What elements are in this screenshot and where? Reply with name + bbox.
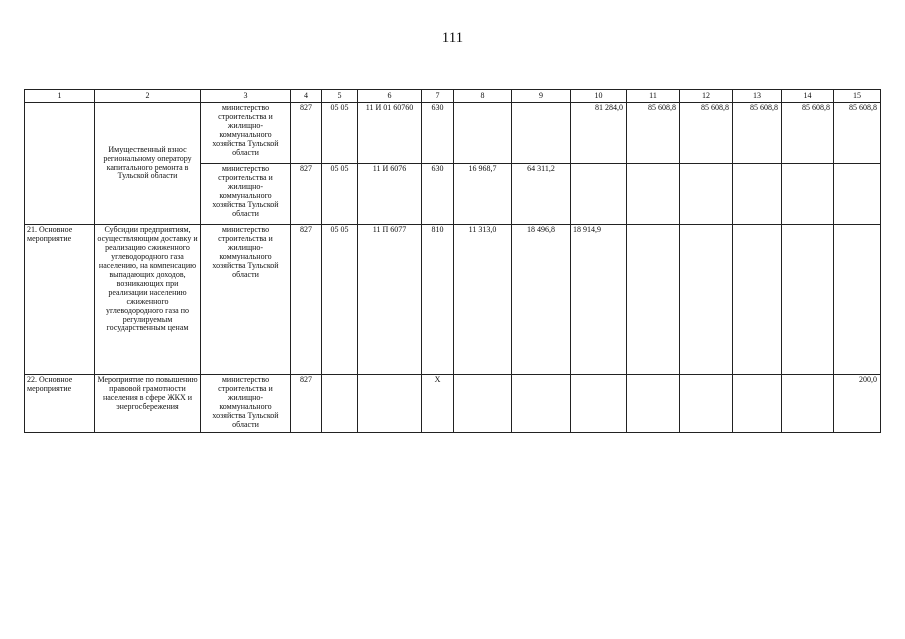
column-header: 12 [680, 90, 733, 103]
amount-col11 [627, 164, 680, 225]
section-code: 05 05 [322, 103, 358, 164]
amount-col15 [834, 225, 881, 375]
amount-col14 [782, 164, 834, 225]
responsible-executor: министерство строительства и жилищно-коммунального хозяйства Тульской области [201, 225, 291, 375]
grbs-code: 827 [291, 375, 322, 433]
event-cell [25, 103, 95, 225]
event-description: Субсидии предприятиям, осуществляющим доставку и реализацию сжиженного углеводородного газа населению, на компенсацию выпадающих доходов, возникающих при реализации населению сжиженного углеводородного газа по регулируемым государственным ценам [95, 225, 201, 375]
amount-col12 [680, 164, 733, 225]
column-header: 14 [782, 90, 834, 103]
table-row [25, 103, 881, 164]
column-header: 3 [201, 90, 291, 103]
amount-col9: 64 311,2 [512, 164, 571, 225]
column-header: 9 [512, 90, 571, 103]
column-header: 1 [25, 90, 95, 103]
section-code: 05 05 [322, 225, 358, 375]
amount-col14: 85 608,8 [782, 103, 834, 164]
grbs-code: 827 [291, 103, 322, 164]
amount-col8: 16 968,7 [454, 164, 512, 225]
amount-col8 [454, 103, 512, 164]
amount-col8 [454, 375, 512, 433]
amount-col13 [733, 225, 782, 375]
amount-col13 [733, 164, 782, 225]
amount-col9 [512, 375, 571, 433]
page-number: 111 [441, 30, 464, 46]
table-row [25, 375, 881, 433]
expense-type-code: 630 [422, 164, 454, 225]
column-header: 13 [733, 90, 782, 103]
column-header: 15 [834, 90, 881, 103]
event-description: Мероприятие по повышению правовой грамотности населения в сфере ЖКХ и энергосбережения [95, 375, 201, 433]
expense-type-code: 810 [422, 225, 454, 375]
column-number-row [25, 90, 881, 103]
amount-col11: 85 608,8 [627, 103, 680, 164]
section-code [322, 375, 358, 433]
expense-type-code: 630 [422, 103, 454, 164]
amount-col15 [834, 164, 881, 225]
amount-col11 [627, 225, 680, 375]
amount-col10: 18 914,9 [571, 225, 627, 375]
column-header: 2 [95, 90, 201, 103]
target-article-code: 11 И 01 60760 [358, 103, 422, 164]
column-header: 6 [358, 90, 422, 103]
amount-col15: 200,0 [834, 375, 881, 433]
responsible-executor: министерство строительства и жилищно-коммунального хозяйства Тульской области [201, 164, 291, 225]
event-number: 21. Основное мероприятие [25, 225, 95, 375]
column-header: 5 [322, 90, 358, 103]
amount-col9: 18 496,8 [512, 225, 571, 375]
grbs-code: 827 [291, 164, 322, 225]
responsible-executor: министерство строительства и жилищно-коммунального хозяйства Тульской области [201, 375, 291, 433]
budget-table [24, 89, 881, 433]
amount-col12: 85 608,8 [680, 103, 733, 164]
column-header: 8 [454, 90, 512, 103]
target-article-code: 11 П 6077 [358, 225, 422, 375]
amount-col9 [512, 103, 571, 164]
target-article-code: 11 И 6076 [358, 164, 422, 225]
amount-col8: 11 313,0 [454, 225, 512, 375]
amount-col11 [627, 375, 680, 433]
responsible-executor: министерство строительства и жилищно-коммунального хозяйства Тульской области [201, 103, 291, 164]
target-article-code [358, 375, 422, 433]
amount-col12 [680, 225, 733, 375]
amount-col15: 85 608,8 [834, 103, 881, 164]
amount-col13 [733, 375, 782, 433]
expense-type-code: Х [422, 375, 454, 433]
table-row [25, 225, 881, 375]
amount-col14 [782, 375, 834, 433]
amount-col12 [680, 375, 733, 433]
amount-col10 [571, 375, 627, 433]
event-number: 22. Основное мероприятие [25, 375, 95, 433]
section-code: 05 05 [322, 164, 358, 225]
amount-col14 [782, 225, 834, 375]
column-header: 7 [422, 90, 454, 103]
event-description: Имущественный взнос региональному оператору капитального ремонта в Тульской области [95, 103, 201, 225]
grbs-code: 827 [291, 225, 322, 375]
amount-col10: 81 284,0 [571, 103, 627, 164]
amount-col13: 85 608,8 [733, 103, 782, 164]
column-header: 4 [291, 90, 322, 103]
column-header: 10 [571, 90, 627, 103]
column-header: 11 [627, 90, 680, 103]
amount-col10 [571, 164, 627, 225]
